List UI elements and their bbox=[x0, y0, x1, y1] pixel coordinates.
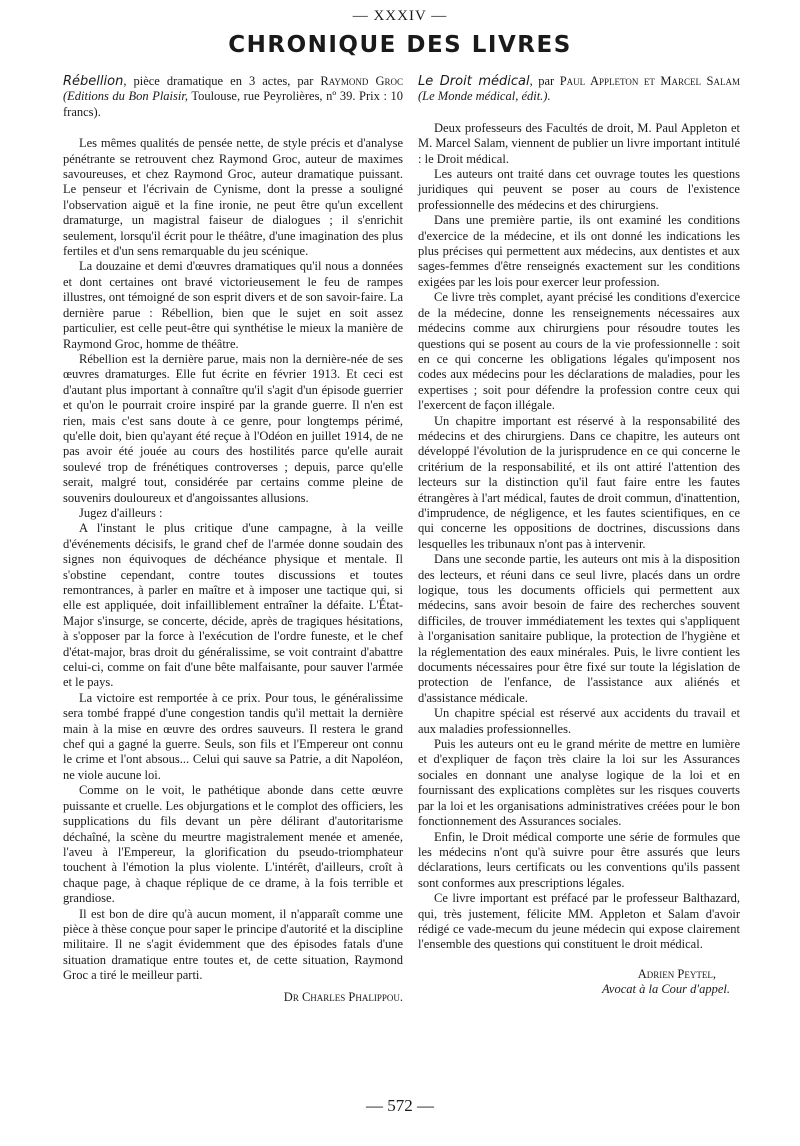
left-book-publisher: (Editions du Bon Plaisir, bbox=[63, 89, 188, 104]
left-book-info: , pièce dramatique en 3 actes, par bbox=[123, 74, 321, 88]
right-paragraph: Puis les auteurs ont eu le grand mérite de mettre en lumière et d'expliquer de façon très claire la loi sur les Assurances sociales en donnant une analyse logique de la loi et en fournissant des explications complètes sur les risques couverts par la loi et les organisations administratives créées pour le bon fonctionnement des Assurances sociales. bbox=[418, 737, 740, 829]
right-column bbox=[418, 74, 740, 998]
right-paragraph: Dans une seconde partie, les auteurs ont mis à la disposition des lecteurs, et réuni dans ce seul livre, placés dans un ordre logique, tous les documents officiels qui permettent aux médecins, sans avoir besoin de faire des recherches souvent difficiles, de trouver immédiatement les textes qui s'appliquent à l'organisation sanitaire publique, la protection de l'hygiène et la réglementation des eaux minérales. Puis, le livre contient les documents nécessaires pour être fixé sur toute la législation de protection de l'enfance, de l'assistance aux aliénés et d'assistance médicale. bbox=[418, 552, 740, 705]
left-paragraph: Rébellion est la dernière parue, mais non la dernière-née de ses œuvres dramaturges. Elle fut écrite en février 1913. Et ceci est d'autant plus important à connaître qu'il s'agit d'un épisode guerrier et qu'on le pourrait croire inspiré par la grande guerre. Il n'en est rien, mais c'est sans doute à ce genre, pour longtemps périmé, qu'elle doit, bien qu'ayant été reçue à l'Odéon en juillet 1914, de ne pas avoir été jouée au cours des hostilités parce qu'elle aurait soulevé trop de frénétiques controverses ; depuis, parce qu'elle serait, malgré tout, considérée par certains comme pleine de souvenirs douloureux et d'angoissantes allusions. bbox=[63, 351, 403, 505]
left-paragraph: La douzaine et demi d'œuvres dramatiques qu'il nous a données et dont certaines ont bravé victorieusement le feu de rampes illustres, ont témoigné de son esprit divers et de son savoir-faire. La dernière parue : Rébellion, bien que le sujet en soit assez particulier, est celle peut-être qui synthétise le mieux la manière de Raymond Groc, homme de théâtre. bbox=[63, 259, 403, 351]
right-signature-title: Avocat à la Cour d'appel. bbox=[601, 982, 730, 997]
right-paragraph: Dans une première partie, ils ont examiné les conditions d'exercice de la médecine, et ils ont donné les indications les plus précises qui permettent aux médecins, aux dentistes et aux sages-femmes d'être renseignés exactement sur les conditions exigées par les lois pour exercer leur profession. bbox=[418, 213, 740, 289]
left-signature: Dr Charles Phalippou. bbox=[283, 989, 403, 1004]
right-book-author: Paul Appleton et Marcel Salam bbox=[559, 74, 740, 88]
page-number: — 572 — bbox=[366, 1096, 434, 1115]
right-paragraph: Ce livre important est préfacé par le professeur Balthazard, qui, très justement, félicite MM. Appleton et Salam d'avoir rédigé ce vade-mecum du jeune médecin qui expose clairement l'ensemble des questions qui constituent le droit médical. bbox=[418, 891, 740, 952]
right-signature: Adrien Peytel, bbox=[637, 966, 716, 981]
left-paragraph: Il est bon de dire qu'à aucun moment, il n'apparaît comme une pièce à thèse conçue pour saper le principe d'autorité et la discipline militaire. Il ne s'agit évidemment que des épisodes fatals d'une situation dramatique entre toutes et, de cette situation, Raymond Groc a tiré le meilleur parti. bbox=[63, 906, 403, 983]
left-paragraph: Comme on le voit, le pathétique abonde dans cette œuvre puissante et cruelle. Les objurgations et le complot des officiers, les supplications du fils devant un père délirant d'autoritarisme déchaîné, la scène du meurtre magistralement menée et amenée, l'aveu à l'Empereur, la glorification du pseudo-triomphateur touchent à l'émotion la plus violente. L'intérêt, d'ailleurs, croît à chaque page, à chaque réplique de ce drame, à la fois terrible et grandiose. bbox=[63, 783, 403, 906]
right-book-publisher: (Le Monde médical, édit.). bbox=[418, 89, 551, 104]
right-paragraph: Un chapitre important est réservé à la responsabilité des médecins et des chirurgiens. Dans ce chapitre, les auteurs ont développé l'évolution de la jurisprudence en ce qui concerne le critérium de la responsabilité, et ils ont attiré l'attention des lecteurs sur la distinction qu'il faut faire entre les fautes étrangères à l'art médical, fautes de droit commun, d'inattention, d'imprudence, de négligence, et les fautes scientifiques, en ce qui concerne les oppositions de doctrines, discussions dans lesquelles les tribunaux n'ont pas à intervenir. bbox=[418, 413, 740, 551]
left-paragraph: La victoire est remportée à ce prix. Pour tous, le généralissime sera tombé frappé d'une congestion tandis qu'il mettait la dernière main à la mise en œuvre des ordres sauveurs. Il restera le grand chef qui a gagné la guerre. Seuls, son fils et l'Empereur ont connu le crime et l'ont absous... Celui qui sauve sa Patrie, a dit Napoléon, ne viole aucune loi. bbox=[63, 690, 403, 782]
right-book-heading bbox=[418, 74, 740, 105]
left-book-address: Toulouse, rue Peyrolières, nº 39. Prix : 10 francs). bbox=[63, 89, 403, 119]
right-book-info: , par bbox=[529, 74, 560, 88]
right-paragraph: Un chapitre spécial est réservé aux accidents du travail et aux maladies professionnelles. bbox=[418, 706, 740, 736]
left-book-heading bbox=[63, 74, 403, 120]
roman-page-number: — XXXIV — bbox=[352, 8, 448, 24]
left-book-title: Rébellion bbox=[63, 74, 124, 89]
page-title: CHRONIQUE DES LIVRES bbox=[228, 32, 572, 58]
left-column bbox=[63, 74, 403, 1005]
left-paragraph: Jugez d'ailleurs : bbox=[79, 505, 163, 520]
left-paragraph: Les mêmes qualités de pensée nette, de style précis et d'analyse pénétrante se retrouvent chez Raymond Groc, auteur de maximes savoureuses, et chez Raymond Groc, auteur dramatique puissant. Le penseur et l'écrivain de Cynisme, dont la presse a souligné l'observation aiguë et la fine ironie, ne peut être qu'un excellent dramaturge, un magistral faiseur de dialogues ; il s'enrichit seulement, lorsqu'il écrit pour le théâtre, d'une imagination des plus fertiles et d'un sens remarquable du jeu scénique. bbox=[63, 136, 403, 259]
left-book-author: Raymond Groc bbox=[320, 74, 403, 88]
right-paragraph: Ce livre très complet, ayant précisé les conditions d'exercice de la médecine, donne les renseignements nécessaires aux médecins comme aux chirurgiens pour résoudre toutes les questions qui se posent au cours de la vie professionnelle : soit en ce qui concerne les obligations légales qu'imposent nos codes aux médecins pour les déclarations de maladies, pour les expertises ; soit pour défendre la profession contre ceux qui l'exercent de façon illégale. bbox=[418, 290, 740, 413]
left-paragraph: A l'instant le plus critique d'une campagne, à la veille d'événements décisifs, le grand chef de l'armée donne soudain des signes non équivoques de déchéance physique et mentale. Il s'obstine cependant, contre toutes discussions et toutes remontrances, à parler en maître et à imposer une tactique qui, si elle est appliquée, doit infailliblement entraîner la défaite. L'État-Major s'insurge, se concerte, décide, après de tragiques hésitations, à s'opposer par la force à l'exécution de l'ordre funeste, et le chef d'état-major, bras droit du généralissime, se voit contraint d'abattre celui-ci, comme on fait d'une bête malfaisante, pour sauver l'armée et le pays. bbox=[63, 521, 403, 690]
right-paragraph: Enfin, le Droit médical comporte une série de formules que les médecins n'ont qu'à suivre pour être assurés que leurs déclarations, leurs certificats ou les conventions qu'ils passent sont conformes aux prescriptions légales. bbox=[418, 829, 740, 890]
right-paragraph: Les auteurs ont traité dans cet ouvrage toutes les questions juridiques qui peuvent se poser au cours de l'existence professionnelle des médecins et des chirurgiens. bbox=[418, 167, 740, 212]
right-paragraph: Deux professeurs des Facultés de droit, M. Paul Appleton et M. Marcel Salam, viennent de publier un livre important intitulé : le Droit médical. bbox=[418, 120, 740, 166]
right-book-title: Le Droit médical bbox=[418, 74, 530, 89]
